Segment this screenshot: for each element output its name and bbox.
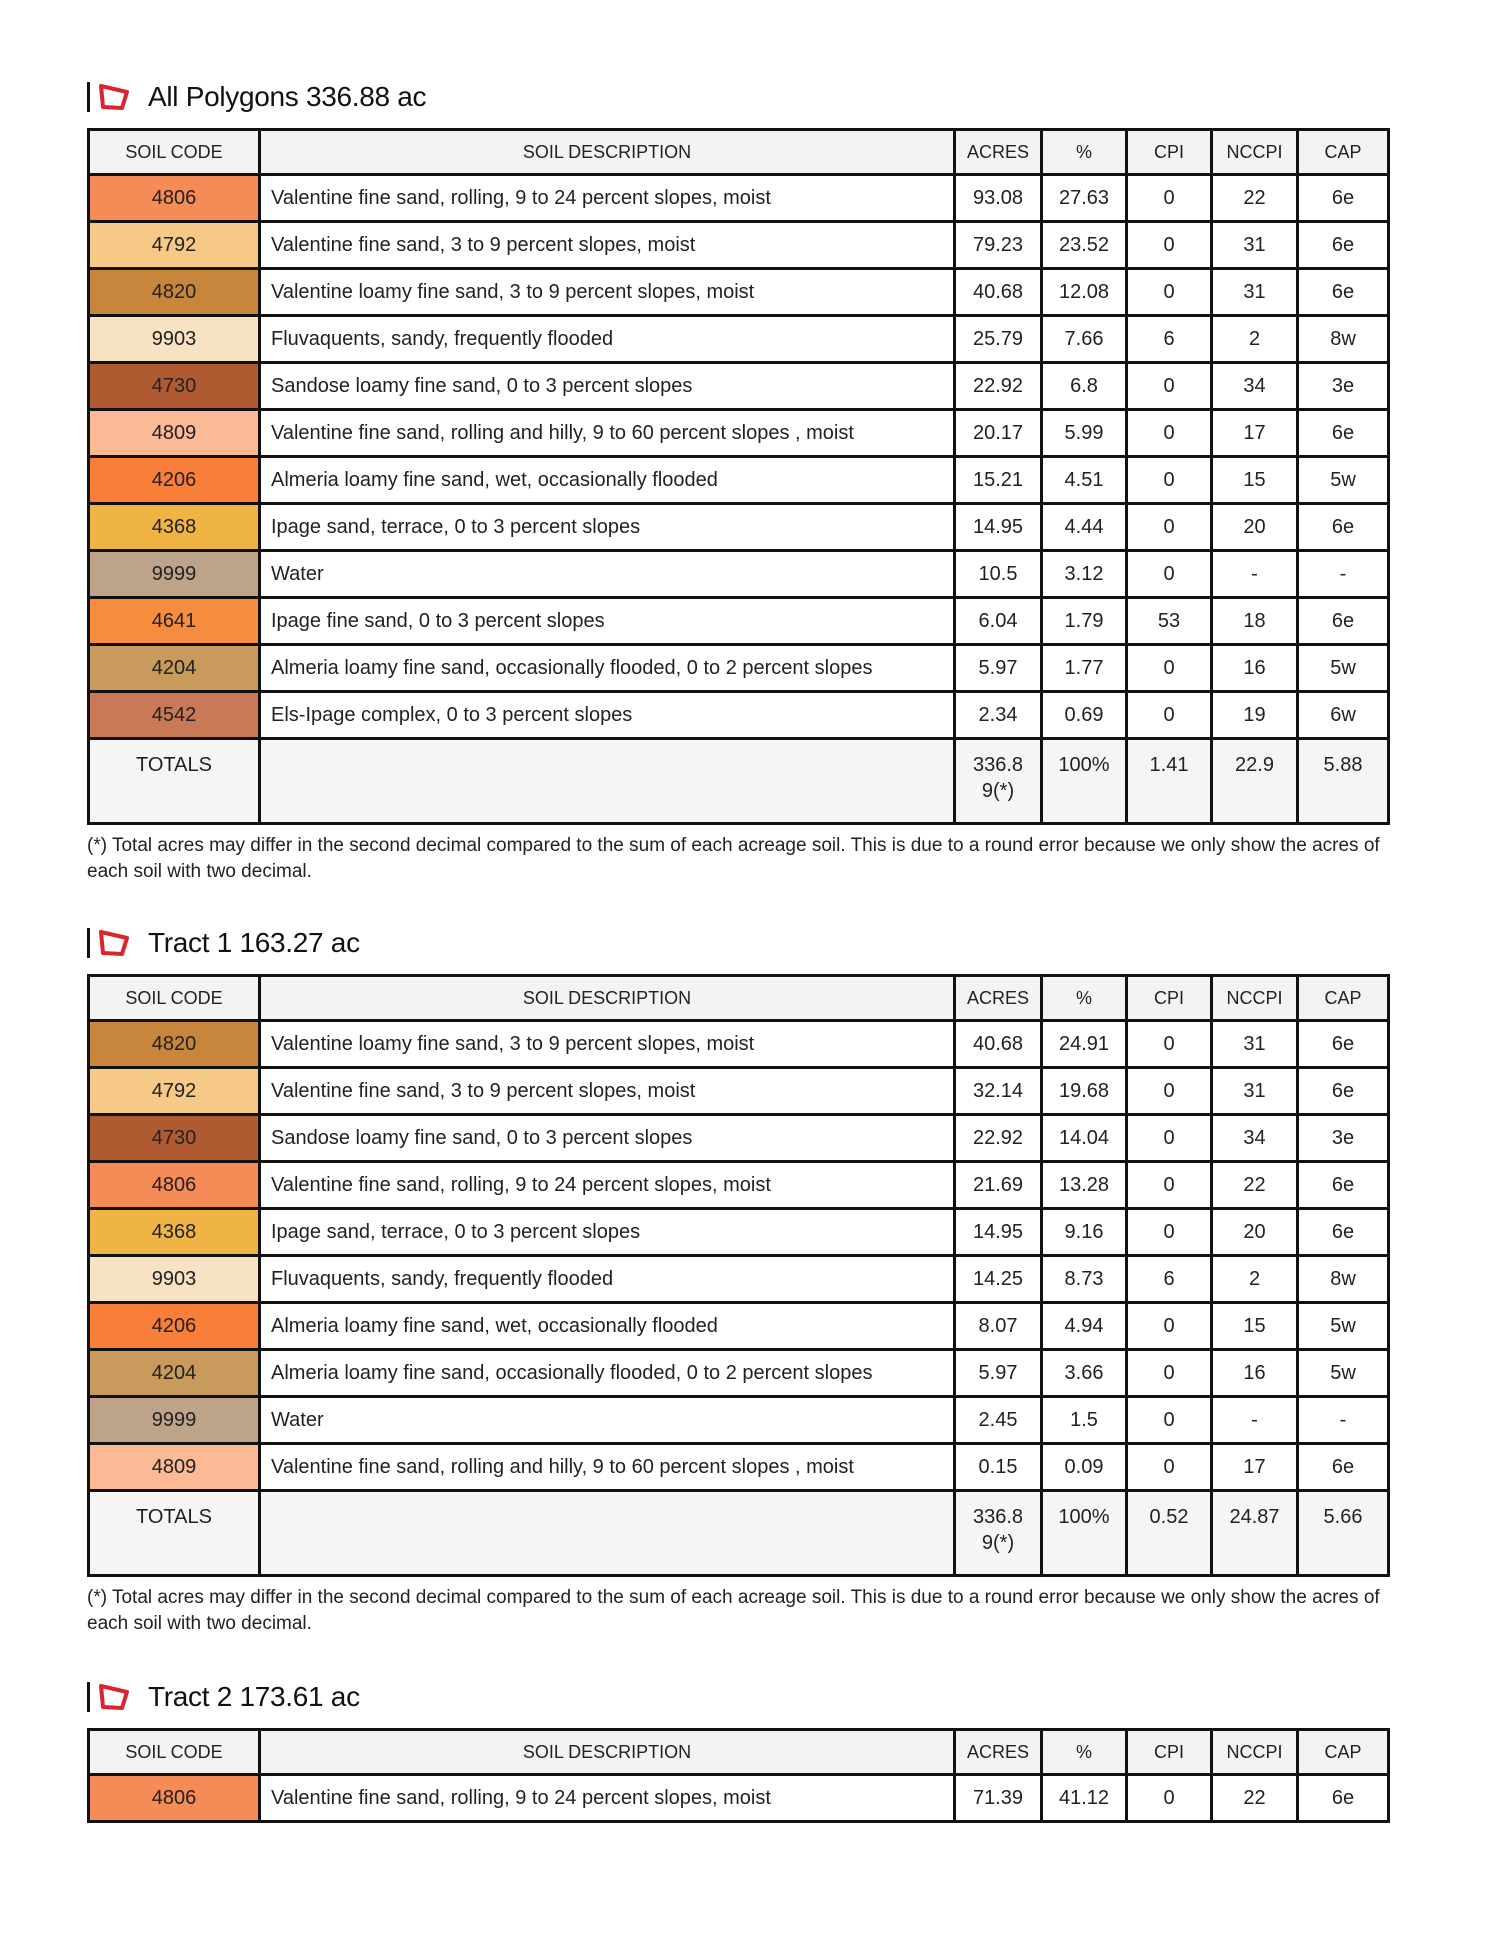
cpi-cell: 6 [1127,316,1212,363]
nccpi-cell: 2 [1212,316,1298,363]
acres-cell: 6.04 [955,598,1042,645]
soil-code-swatch: 4204 [89,1350,260,1397]
cap-cell: 6e [1298,1444,1389,1491]
cpi-cell: 0 [1127,175,1212,222]
table-row [89,410,1389,457]
nccpi-cell: 2 [1212,1256,1298,1303]
soil-code-swatch: 4792 [89,1068,260,1115]
soil-description-cell: Valentine fine sand, rolling and hilly, 9 to 60 percent slopes , moist [260,1444,955,1491]
cpi-cell: 0 [1127,222,1212,269]
soil-description-cell: Valentine loamy fine sand, 3 to 9 percent slopes, moist [260,1021,955,1068]
cpi-cell: 0 [1127,410,1212,457]
totals-acres-line2: 9(*) [981,1532,1015,1554]
cpi-cell: 0 [1127,1162,1212,1209]
soil-code-swatch: 9903 [89,316,260,363]
table-row [89,175,1389,222]
acres-cell: 15.21 [955,457,1042,504]
acres-cell: 5.97 [955,1350,1042,1397]
column-header: SOIL DESCRIPTION [260,976,955,1021]
table-row [89,1068,1389,1115]
totals-cap: 5.66 [1298,1491,1389,1576]
polygon-icon [98,83,130,111]
cap-cell: 6e [1298,269,1389,316]
soil-code-swatch: 9903 [89,1256,260,1303]
polygon-icon [98,1683,130,1711]
table-row [89,504,1389,551]
soil-code-swatch: 4542 [89,692,260,739]
cpi-cell: 0 [1127,1350,1212,1397]
cap-cell: 3e [1298,363,1389,410]
column-header: ACRES [955,976,1042,1021]
table-row [89,1256,1389,1303]
title-bar-divider [87,1682,90,1712]
column-header: CPI [1127,130,1212,175]
acres-cell: 40.68 [955,269,1042,316]
nccpi-cell: 31 [1212,222,1298,269]
column-header: ACRES [955,1730,1042,1775]
percent-cell: 5.99 [1042,410,1127,457]
totals-cpi: 1.41 [1127,739,1212,824]
nccpi-cell: 31 [1212,1068,1298,1115]
totals-acres-line1: 336.8 [972,1506,1024,1528]
column-header: SOIL CODE [89,130,260,175]
soil-description-cell: Ipage sand, terrace, 0 to 3 percent slopes [260,504,955,551]
cpi-cell: 0 [1127,551,1212,598]
soil-code-swatch: 4206 [89,457,260,504]
cap-cell: 6e [1298,504,1389,551]
nccpi-cell: 22 [1212,1775,1298,1822]
table-row [89,551,1389,598]
soil-description-cell: Valentine fine sand, rolling and hilly, 9 to 60 percent slopes , moist [260,410,955,457]
soil-code-swatch: 4820 [89,1021,260,1068]
table-row [89,363,1389,410]
cap-cell: 6e [1298,1068,1389,1115]
percent-cell: 7.66 [1042,316,1127,363]
cap-cell: 5w [1298,645,1389,692]
acres-cell: 20.17 [955,410,1042,457]
nccpi-cell: - [1212,551,1298,598]
totals-acres-line2: 9(*) [981,780,1015,802]
acres-cell: 79.23 [955,222,1042,269]
nccpi-cell: 15 [1212,457,1298,504]
totals-label: TOTALS [89,1491,260,1576]
soil-description-cell: Valentine fine sand, rolling, 9 to 24 percent slopes, moist [260,1775,955,1822]
totals-percent: 100% [1042,1491,1127,1576]
soil-code-swatch: 4806 [89,1775,260,1822]
cap-cell: 3e [1298,1115,1389,1162]
soil-code-swatch: 4204 [89,645,260,692]
soil-description-cell: Ipage sand, terrace, 0 to 3 percent slopes [260,1209,955,1256]
cap-cell: 6e [1298,222,1389,269]
nccpi-cell: 16 [1212,645,1298,692]
acres-cell: 22.92 [955,1115,1042,1162]
cpi-cell: 0 [1127,457,1212,504]
column-header: % [1042,1730,1127,1775]
table-row [89,316,1389,363]
cap-cell: 8w [1298,1256,1389,1303]
soil-description-cell: Fluvaquents, sandy, frequently flooded [260,1256,955,1303]
cap-cell: 6w [1298,692,1389,739]
cpi-cell: 0 [1127,1397,1212,1444]
title-bar-divider [87,928,90,958]
acres-cell: 14.25 [955,1256,1042,1303]
soil-description-cell: Valentine loamy fine sand, 3 to 9 percent slopes, moist [260,269,955,316]
column-header: CPI [1127,1730,1212,1775]
column-header: CAP [1298,976,1389,1021]
cpi-cell: 0 [1127,645,1212,692]
percent-cell: 4.51 [1042,457,1127,504]
soil-code-swatch: 4368 [89,504,260,551]
acres-cell: 25.79 [955,316,1042,363]
soil-description-cell: Els-Ipage complex, 0 to 3 percent slopes [260,692,955,739]
soil-table [87,1728,1390,1823]
nccpi-cell: 20 [1212,1209,1298,1256]
soil-description-cell: Fluvaquents, sandy, frequently flooded [260,316,955,363]
table-row [89,222,1389,269]
cap-cell: 6e [1298,175,1389,222]
nccpi-cell: 31 [1212,269,1298,316]
soil-description-cell: Ipage fine sand, 0 to 3 percent slopes [260,598,955,645]
soil-description-cell: Valentine fine sand, 3 to 9 percent slopes, moist [260,1068,955,1115]
section-tract-1 [87,918,1387,1637]
totals-acres-line1: 336.8 [972,754,1024,776]
acres-cell: 10.5 [955,551,1042,598]
totals-percent: 100% [1042,739,1127,824]
cap-cell: 6e [1298,598,1389,645]
acres-cell: 14.95 [955,1209,1042,1256]
soil-code-swatch: 4368 [89,1209,260,1256]
acres-cell: 21.69 [955,1162,1042,1209]
acres-cell: 14.95 [955,504,1042,551]
nccpi-cell: 16 [1212,1350,1298,1397]
table-row [89,1162,1389,1209]
percent-cell: 24.91 [1042,1021,1127,1068]
cpi-cell: 0 [1127,1068,1212,1115]
cap-cell: - [1298,1397,1389,1444]
soil-description-cell: Sandose loamy fine sand, 0 to 3 percent slopes [260,1115,955,1162]
percent-cell: 8.73 [1042,1256,1127,1303]
percent-cell: 19.68 [1042,1068,1127,1115]
footnote: (*) Total acres may differ in the second decimal compared to the sum of each acreage soil. This is due to a round error because we only show the acres of each soil with two decimal. [87,835,1380,882]
cap-cell: 5w [1298,1350,1389,1397]
soil-description-cell: Sandose loamy fine sand, 0 to 3 percent slopes [260,363,955,410]
column-header: % [1042,130,1127,175]
percent-cell: 0.09 [1042,1444,1127,1491]
cpi-cell: 0 [1127,1444,1212,1491]
soil-table [87,974,1390,1577]
soil-description-cell: Almeria loamy fine sand, occasionally flooded, 0 to 2 percent slopes [260,1350,955,1397]
table-header-row [89,976,1389,1021]
cap-cell: 6e [1298,410,1389,457]
percent-cell: 41.12 [1042,1775,1127,1822]
totals-row [89,739,1389,824]
acres-cell: 0.15 [955,1444,1042,1491]
soil-description-cell: Almeria loamy fine sand, wet, occasionally flooded [260,1303,955,1350]
soil-description-cell: Valentine fine sand, rolling, 9 to 24 percent slopes, moist [260,175,955,222]
section-title [87,918,1387,968]
cap-cell: 6e [1298,1775,1389,1822]
table-row [89,1350,1389,1397]
soil-code-swatch: 9999 [89,1397,260,1444]
nccpi-cell: 20 [1212,504,1298,551]
soil-code-swatch: 4820 [89,269,260,316]
nccpi-cell: 18 [1212,598,1298,645]
totals-empty-cell [260,739,955,824]
column-header: SOIL DESCRIPTION [260,130,955,175]
soil-code-swatch: 4809 [89,1444,260,1491]
acres-cell: 71.39 [955,1775,1042,1822]
polygon-icon [98,929,130,957]
column-header: NCCPI [1212,130,1298,175]
table-row [89,1303,1389,1350]
table-row [89,645,1389,692]
soil-code-swatch: 4809 [89,410,260,457]
column-header: NCCPI [1212,976,1298,1021]
section-title-text: All Polygons 336.88 ac [148,81,427,112]
percent-cell: 3.12 [1042,551,1127,598]
section-title [87,1672,1387,1722]
percent-cell: 13.28 [1042,1162,1127,1209]
percent-cell: 23.52 [1042,222,1127,269]
cap-cell: 8w [1298,316,1389,363]
percent-cell: 14.04 [1042,1115,1127,1162]
cpi-cell: 0 [1127,1115,1212,1162]
soil-description-cell: Almeria loamy fine sand, wet, occasionally flooded [260,457,955,504]
soil-description-cell: Water [260,1397,955,1444]
table-row [89,1444,1389,1491]
cap-cell: 6e [1298,1021,1389,1068]
table-row [89,1209,1389,1256]
percent-cell: 9.16 [1042,1209,1127,1256]
soil-code-swatch: 4792 [89,222,260,269]
cpi-cell: 0 [1127,363,1212,410]
soil-code-swatch: 4730 [89,363,260,410]
soil-description-cell: Valentine fine sand, 3 to 9 percent slopes, moist [260,222,955,269]
totals-label: TOTALS [89,739,260,824]
cap-cell: 5w [1298,1303,1389,1350]
soil-code-swatch: 9999 [89,551,260,598]
cap-cell: - [1298,551,1389,598]
nccpi-cell: - [1212,1397,1298,1444]
column-header: NCCPI [1212,1730,1298,1775]
table-row [89,269,1389,316]
table-row [89,1021,1389,1068]
cpi-cell: 6 [1127,1256,1212,1303]
acres-cell: 5.97 [955,645,1042,692]
cpi-cell: 0 [1127,269,1212,316]
table-row [89,1115,1389,1162]
totals-cap: 5.88 [1298,739,1389,824]
cpi-cell: 53 [1127,598,1212,645]
column-header: SOIL DESCRIPTION [260,1730,955,1775]
cpi-cell: 0 [1127,504,1212,551]
table-row [89,1775,1389,1822]
totals-nccpi: 24.87 [1212,1491,1298,1576]
totals-empty-cell [260,1491,955,1576]
cpi-cell: 0 [1127,1021,1212,1068]
nccpi-cell: 34 [1212,363,1298,410]
percent-cell: 1.5 [1042,1397,1127,1444]
table-header-row [89,130,1389,175]
cap-cell: 5w [1298,457,1389,504]
acres-cell: 2.45 [955,1397,1042,1444]
table-row [89,1397,1389,1444]
nccpi-cell: 17 [1212,1444,1298,1491]
nccpi-cell: 22 [1212,175,1298,222]
percent-cell: 6.8 [1042,363,1127,410]
column-header: CAP [1298,1730,1389,1775]
cpi-cell: 0 [1127,692,1212,739]
totals-acres-cell [955,739,1042,824]
soil-code-swatch: 4806 [89,1162,260,1209]
soil-code-swatch: 4206 [89,1303,260,1350]
column-header: CPI [1127,976,1212,1021]
nccpi-cell: 17 [1212,410,1298,457]
percent-cell: 27.63 [1042,175,1127,222]
soil-code-swatch: 4806 [89,175,260,222]
cpi-cell: 0 [1127,1775,1212,1822]
cpi-cell: 0 [1127,1209,1212,1256]
acres-cell: 40.68 [955,1021,1042,1068]
nccpi-cell: 31 [1212,1021,1298,1068]
percent-cell: 1.79 [1042,598,1127,645]
column-header: ACRES [955,130,1042,175]
totals-nccpi: 22.9 [1212,739,1298,824]
acres-cell: 93.08 [955,175,1042,222]
soil-table [87,128,1390,825]
soil-code-swatch: 4641 [89,598,260,645]
section-tract-2 [87,1672,1387,1823]
soil-description-cell: Valentine fine sand, rolling, 9 to 24 percent slopes, moist [260,1162,955,1209]
table-row [89,692,1389,739]
percent-cell: 4.44 [1042,504,1127,551]
soil-description-cell: Almeria loamy fine sand, occasionally flooded, 0 to 2 percent slopes [260,645,955,692]
cap-cell: 6e [1298,1162,1389,1209]
nccpi-cell: 22 [1212,1162,1298,1209]
percent-cell: 12.08 [1042,269,1127,316]
section-all-polygons [87,72,1387,885]
section-title-text: Tract 1 163.27 ac [148,927,360,958]
acres-cell: 2.34 [955,692,1042,739]
footnote: (*) Total acres may differ in the second decimal compared to the sum of each acreage soil. This is due to a round error because we only show the acres of each soil with two decimal. [87,1587,1380,1634]
acres-cell: 22.92 [955,363,1042,410]
nccpi-cell: 34 [1212,1115,1298,1162]
percent-cell: 1.77 [1042,645,1127,692]
column-header: SOIL CODE [89,1730,260,1775]
section-title-text: Tract 2 173.61 ac [148,1681,360,1712]
acres-cell: 8.07 [955,1303,1042,1350]
percent-cell: 0.69 [1042,692,1127,739]
table-row [89,598,1389,645]
nccpi-cell: 19 [1212,692,1298,739]
totals-cpi: 0.52 [1127,1491,1212,1576]
cpi-cell: 0 [1127,1303,1212,1350]
totals-row [89,1491,1389,1576]
title-bar-divider [87,82,90,112]
percent-cell: 4.94 [1042,1303,1127,1350]
soil-description-cell: Water [260,551,955,598]
column-header: CAP [1298,130,1389,175]
section-title [87,72,1387,122]
totals-acres-cell [955,1491,1042,1576]
column-header: SOIL CODE [89,976,260,1021]
column-header: % [1042,976,1127,1021]
cap-cell: 6e [1298,1209,1389,1256]
table-row [89,457,1389,504]
soil-code-swatch: 4730 [89,1115,260,1162]
nccpi-cell: 15 [1212,1303,1298,1350]
percent-cell: 3.66 [1042,1350,1127,1397]
acres-cell: 32.14 [955,1068,1042,1115]
table-header-row [89,1730,1389,1775]
